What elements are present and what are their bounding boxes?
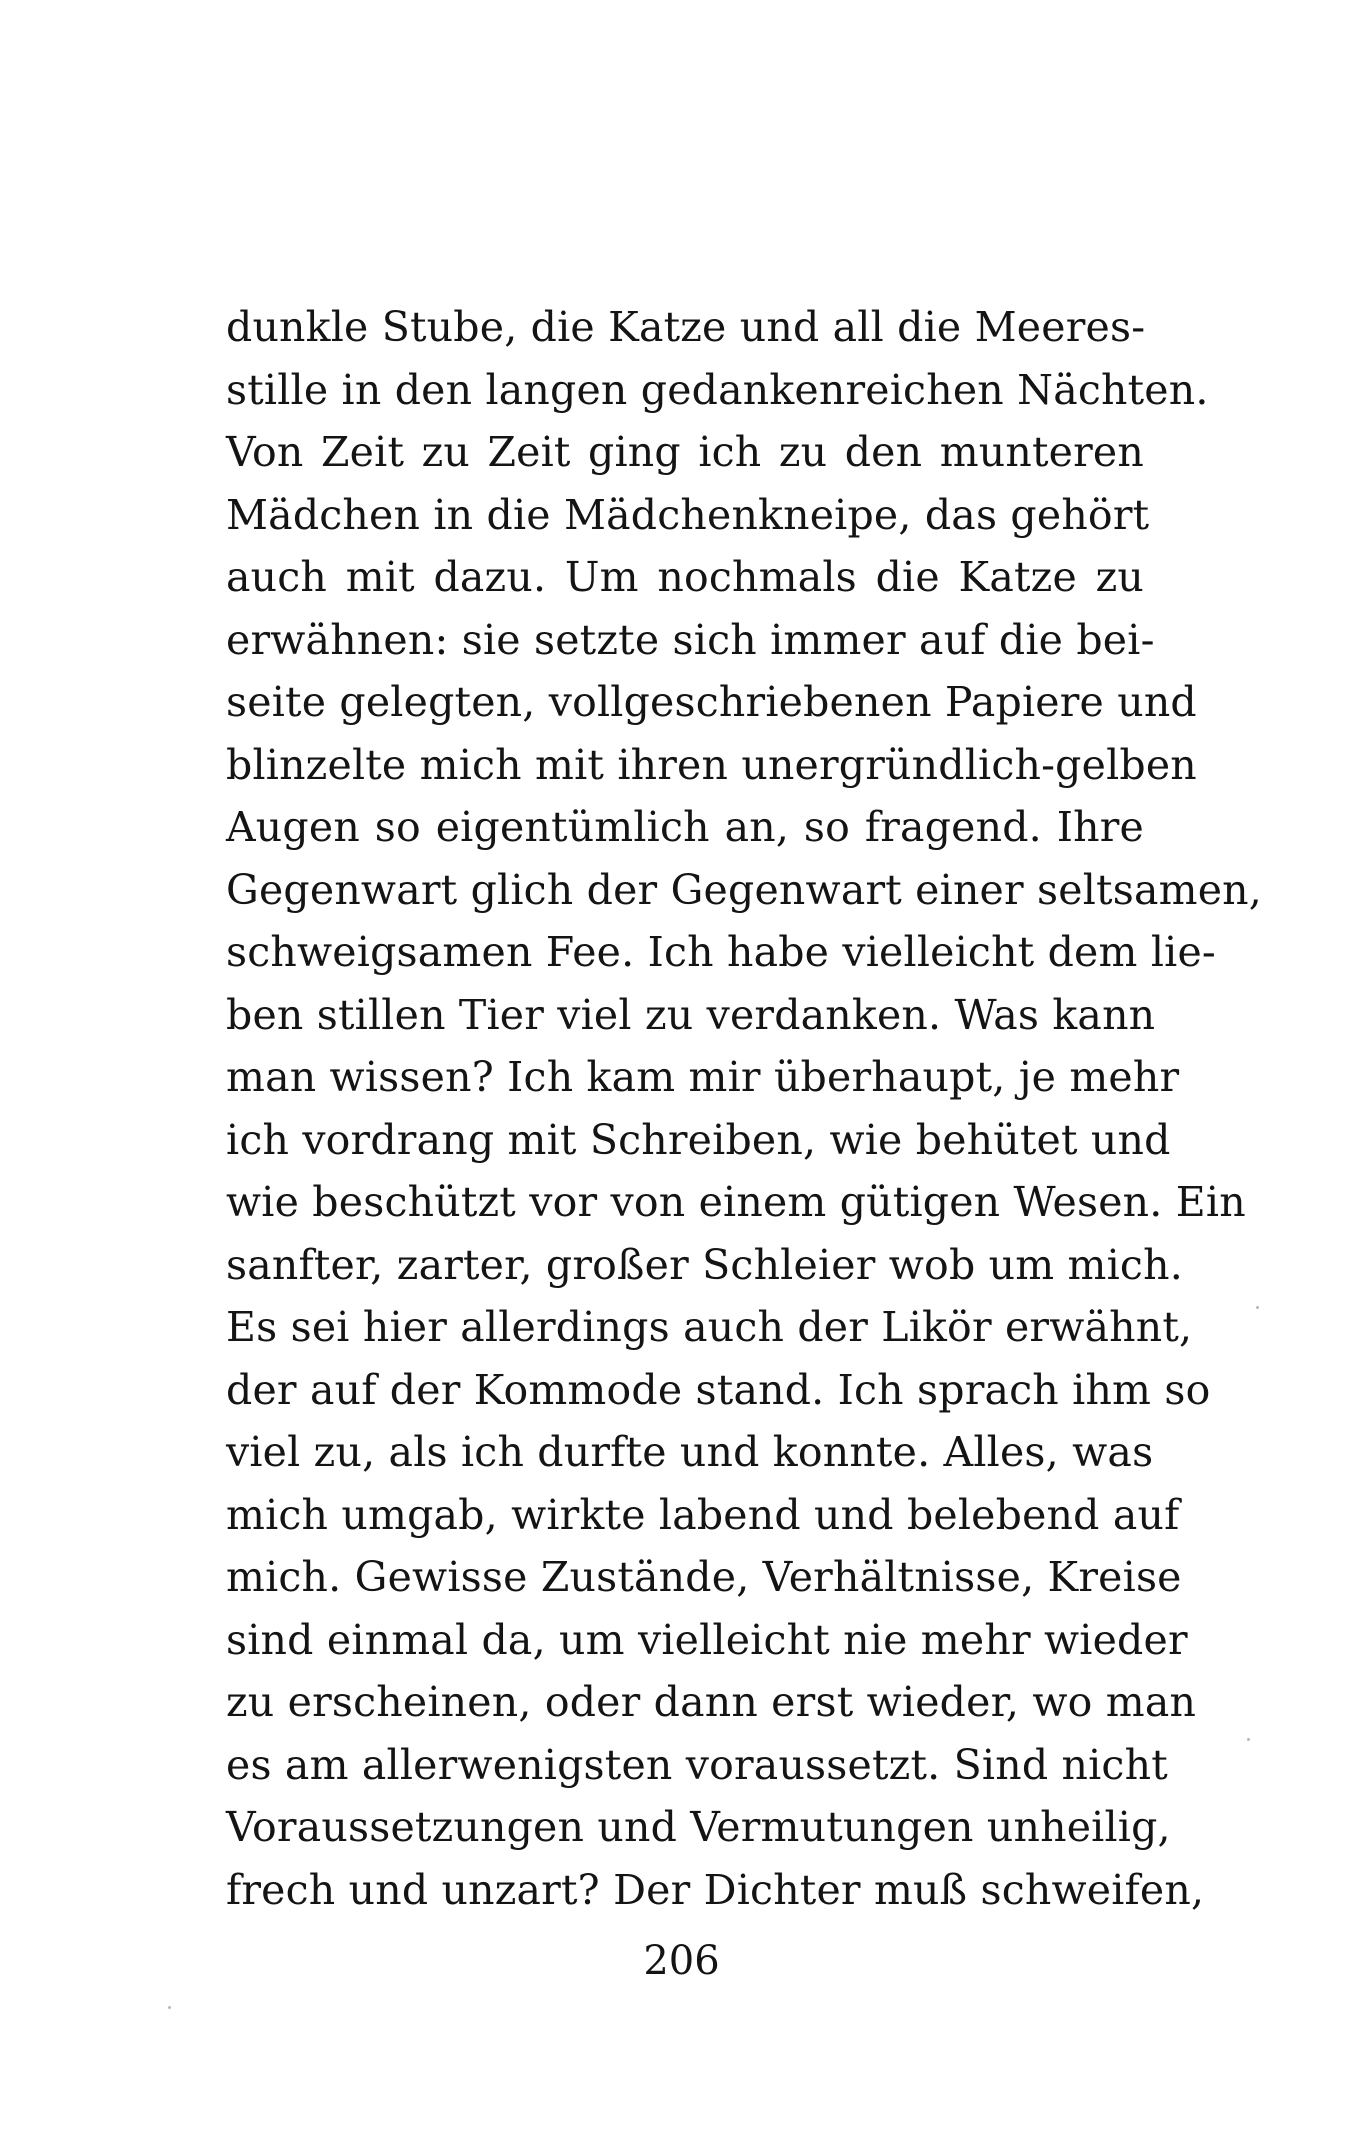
paper-speck [168, 2006, 171, 2009]
text-line: zu erscheinen, oder dann erst wieder, wo man [226, 1678, 1197, 1726]
text-line: Von Zeit zu Zeit ging ich zu den munteren [226, 428, 1144, 476]
text-line: Mädchen in die Mädchenkneipe, das gehört [226, 490, 1150, 539]
text-line: es am allerwenigsten voraussetzt. Sind nicht [226, 1740, 1168, 1789]
text-line: sind einmal da, um vielleicht nie mehr wieder [226, 1615, 1188, 1664]
text-line: erwähnen: sie setzte sich immer auf die bei- [226, 615, 1155, 664]
paper-speck [1256, 1306, 1259, 1309]
text-line: Voraussetzungen und Vermutungen unheilig, [226, 1803, 1171, 1851]
text-line: wie beschützt vor von einem gütigen Wesen. Ein [226, 1178, 1246, 1226]
text-line: viel zu, als ich durfte und konnte. Alles, was [226, 1428, 1154, 1476]
page-number: 206 [643, 1938, 720, 1984]
text-line: Augen so eigentümlich an, so fragend. Ihre [226, 803, 1144, 851]
text-line: blinzelte mich mit ihren unergründlich-gelben [226, 740, 1197, 789]
paper-speck [1247, 1738, 1250, 1741]
text-line: mich umgab, wirkte labend und belebend auf [226, 1490, 1180, 1539]
text-line: dunkle Stube, die Katze und all die Meeres- [226, 303, 1146, 351]
text-line: schweigsamen Fee. Ich habe vielleicht dem lie- [226, 928, 1216, 976]
text-line: seite gelegten, vollgeschriebenen Papiere und [226, 678, 1197, 726]
text-line: sanfter, zarter, großer Schleier wob um mich. [226, 1240, 1183, 1289]
text-line: auch mit dazu. Um nochmals die Katze zu [226, 553, 1144, 601]
text-line: stille in den langen gedankenreichen Nächten. [226, 365, 1209, 414]
text-line: man wissen? Ich kam mir überhaupt, je mehr [226, 1053, 1180, 1101]
text-line: frech und unzart? Der Dichter muß schweifen, [226, 1865, 1205, 1914]
text-line: Gegenwart glich der Gegenwart einer seltsamen, [226, 865, 1263, 914]
text-line: Es sei hier allerdings auch der Likör erwähnt, [226, 1303, 1193, 1351]
text-line: ich vordrang mit Schreiben, wie behütet und [226, 1115, 1171, 1164]
text-line: ben stillen Tier viel zu verdanken. Was kann [226, 990, 1156, 1039]
text-line: mich. Gewisse Zustände, Verhältnisse, Kreise [226, 1553, 1182, 1601]
text-line: der auf der Kommode stand. Ich sprach ihm so [226, 1365, 1211, 1414]
body-text [226, 296, 1263, 1921]
